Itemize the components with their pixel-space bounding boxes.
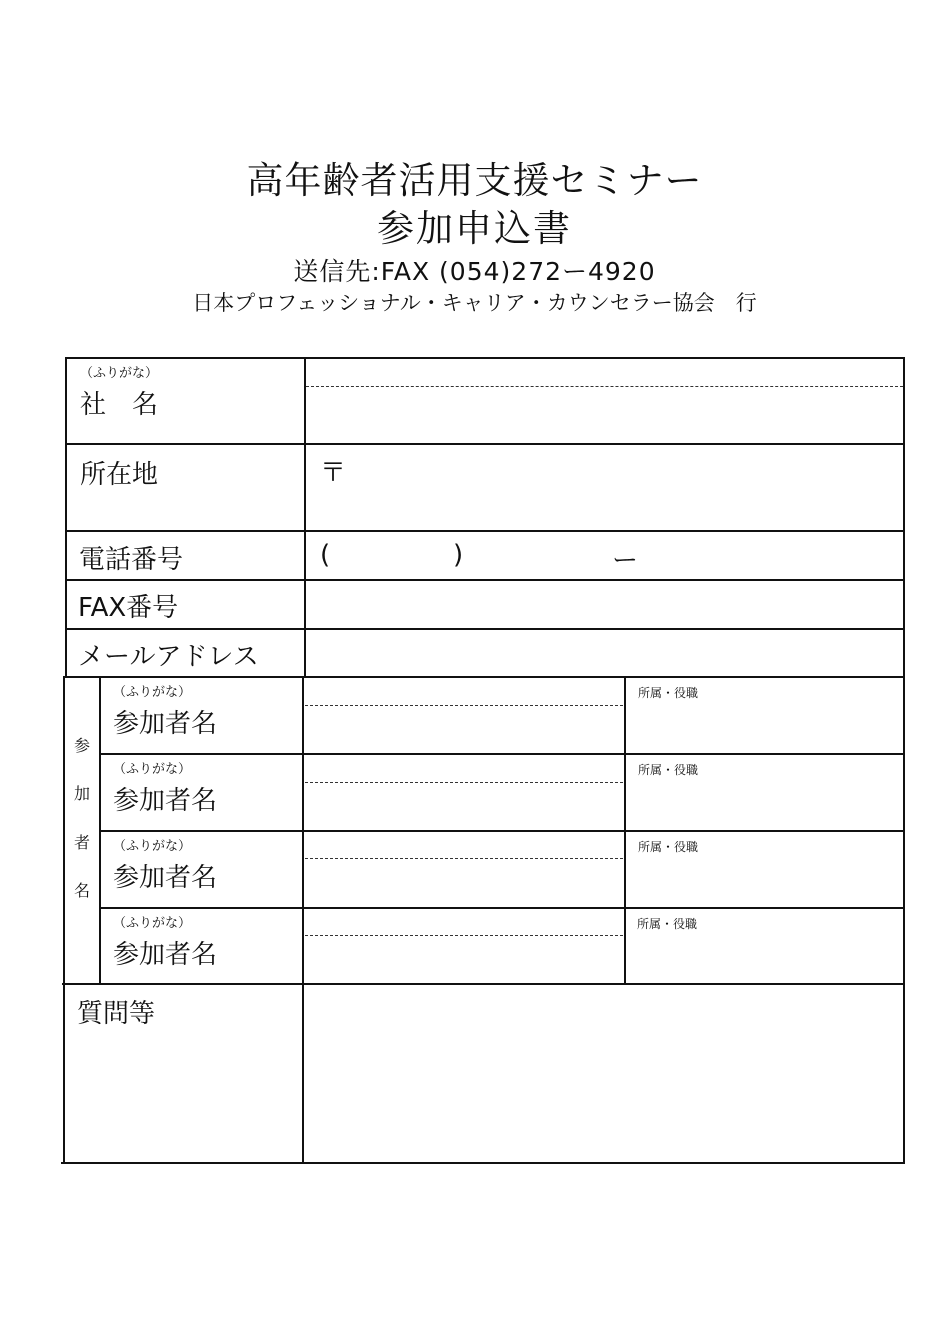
- fax-destination: 送信先:FAX (054)272ー4920: [293, 257, 656, 286]
- address-label: 所在地: [80, 460, 159, 490]
- affiliation-divider: [624, 676, 626, 984]
- participant-name-label: 参加者名: [113, 786, 218, 816]
- form-title: 高年齢者活用支援セミナー: [246, 159, 703, 202]
- company-name-field[interactable]: [306, 388, 902, 442]
- phone-label: 電話番号: [79, 545, 184, 575]
- phone-close-paren: ): [453, 540, 464, 570]
- participant-affiliation-field[interactable]: [627, 700, 902, 751]
- participant-name-label: 参加者名: [113, 940, 218, 970]
- participant-name-field[interactable]: [305, 756, 623, 828]
- company-furigana-label: （ふりがな）: [80, 366, 159, 381]
- participants-group-label-char: 名: [74, 881, 91, 900]
- participant-furigana-label: （ふりがな）: [113, 839, 192, 854]
- phone-field[interactable]: [306, 533, 902, 578]
- address-field[interactable]: [306, 446, 902, 529]
- participant-affiliation-label: 所属・役職: [638, 840, 699, 854]
- table-border-bottom: [61, 1162, 905, 1164]
- questions-field[interactable]: [305, 986, 902, 1161]
- row-line: [99, 907, 905, 909]
- fax-field[interactable]: [306, 582, 902, 627]
- participant-name-field[interactable]: [305, 833, 623, 905]
- participant-affiliation-label: 所属・役職: [637, 917, 698, 931]
- row-line: [64, 676, 905, 678]
- participant-furigana-label: （ふりがな）: [113, 685, 192, 700]
- participants-group-label-char: 者: [74, 833, 91, 852]
- label-divider-lower: [302, 676, 304, 1164]
- participant-name-field[interactable]: [305, 910, 623, 982]
- participant-furigana-label: （ふりがな）: [113, 762, 192, 777]
- participant-name-field[interactable]: [305, 679, 623, 751]
- participant-furigana-label: （ふりがな）: [113, 916, 192, 931]
- row-line: [99, 753, 905, 755]
- company-name-label: 社 名: [80, 390, 159, 420]
- row-line: [65, 530, 905, 532]
- email-field[interactable]: [306, 631, 902, 675]
- phone-open-paren: (: [320, 540, 331, 570]
- participant-name-label: 参加者名: [113, 709, 218, 739]
- row-line: [62, 983, 905, 985]
- participant-affiliation-field[interactable]: [627, 931, 902, 982]
- table-border-top: [65, 357, 905, 359]
- row-line: [65, 443, 905, 445]
- company-furigana-field[interactable]: [306, 360, 902, 386]
- form-subtitle: 参加申込書: [377, 207, 572, 250]
- furigana-separator: [306, 386, 903, 387]
- participant-group-divider: [99, 676, 101, 984]
- questions-label: 質問等: [77, 999, 156, 1029]
- participants-group-label-char: 参: [74, 736, 91, 755]
- table-border-left-lower: [63, 676, 65, 1164]
- row-line: [99, 830, 905, 832]
- recipient-organization: 日本プロフェッショナル・キャリア・カウンセラー協会 行: [192, 291, 757, 315]
- row-line: [65, 628, 905, 630]
- participant-affiliation-label: 所属・役職: [638, 763, 699, 777]
- participant-affiliation-field[interactable]: [627, 854, 902, 905]
- participant-name-label: 参加者名: [113, 863, 218, 893]
- phone-dash: ー: [612, 546, 639, 576]
- participant-affiliation-label: 所属・役職: [638, 686, 699, 700]
- participant-affiliation-field[interactable]: [627, 777, 902, 828]
- participants-group-label-char: 加: [74, 784, 91, 803]
- table-border-right: [903, 357, 905, 1164]
- email-label: メールアドレス: [78, 642, 259, 672]
- postal-mark: 〒: [320, 458, 347, 488]
- row-line: [65, 579, 905, 581]
- fax-label: FAX番号: [78, 593, 179, 623]
